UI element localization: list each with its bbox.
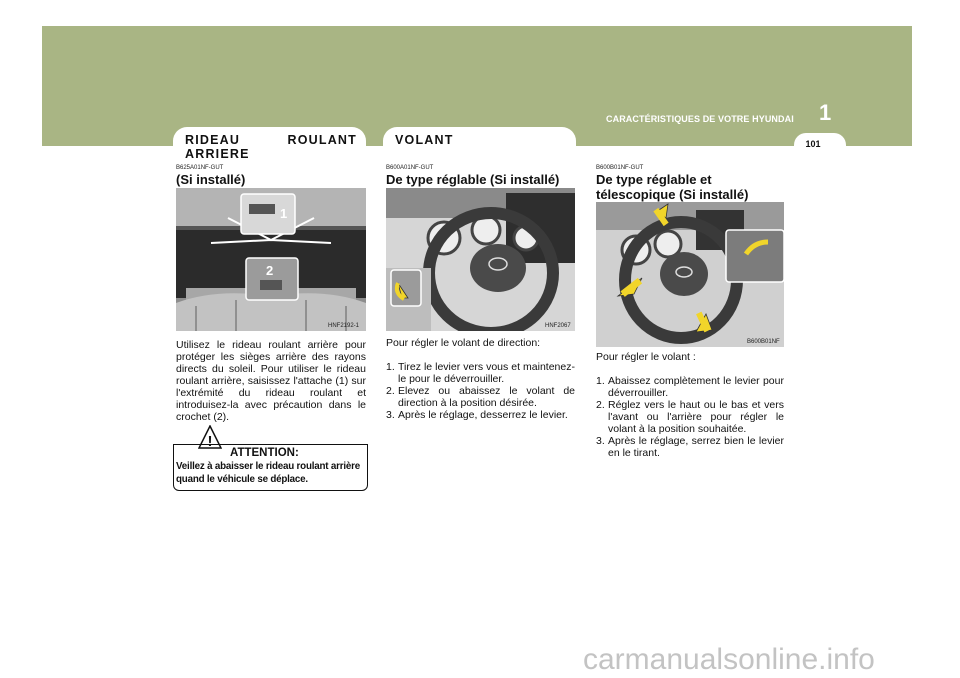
page-number: 101 [805, 139, 821, 149]
section-title-rear-blind: RIDEAU ROULANT ARRIERE [185, 133, 357, 161]
rear-blind-paragraph: Utilisez le rideau roulant arrière pour protéger les sièges arrière des rayons directs du soleil. Pour utiliser le rideau roulant arrière, saisissez l'attache (1) sur l'extrémité du rideau roulant et introduisez-la avec précaution dans le crochet (2). [176, 339, 366, 423]
image-label-1: 1 [280, 206, 288, 221]
rear-blind-photo [176, 188, 366, 331]
step-item: 1. Abaissez complètement le levier pour déverrouiller. [596, 375, 784, 399]
step-item: 3. Après le réglage, desserrez le levier. [386, 409, 568, 421]
chapter-title: CARACTÉRISTIQUES DE VOTRE HYUNDAI [606, 114, 794, 124]
section-code: B600B01NF-GUT [596, 165, 644, 171]
warning-symbol: ! [207, 433, 213, 449]
section-heading: De type réglable (Si installé) [386, 172, 560, 187]
steering-steps [386, 361, 575, 421]
step-item: 2. Elevez ou abaissez le volant de direction à la position désirée. [386, 385, 575, 409]
section-code: B625A01NF-GUT [176, 165, 224, 171]
watermark: carmanualsonline.info [583, 643, 875, 676]
section-title-steering: VOLANT [395, 133, 454, 147]
chapter-number: 1 [819, 100, 832, 125]
section-code: B600A01NF-GUT [386, 165, 434, 171]
image-code: HNF2192-1 [328, 323, 360, 329]
section-heading: De type réglable et télescopique (Si installé) [596, 172, 749, 202]
step-item: 1. Tirez le levier vers vous et maintenez-le pour le déverrouiller. [386, 361, 575, 385]
image-label-2: 2 [266, 263, 274, 278]
image-code: B600B01NF [747, 339, 780, 345]
telescopic-steps [596, 375, 784, 459]
step-item: 3. Après le réglage, serrez bien le levier en le tirant. [596, 435, 784, 459]
image-code: HNF2067 [545, 323, 571, 329]
telescopic-steering-photo [596, 202, 784, 347]
steering-intro: Pour régler le volant de direction: [386, 337, 541, 349]
warning-text: Veillez à abaisser le rideau roulant arrière quand le véhicule se déplace. [176, 461, 360, 485]
warning-title: ATTENTION: [230, 447, 299, 459]
steering-wheel-photo [386, 188, 575, 331]
section-heading: (Si installé) [176, 172, 246, 187]
step-item: 2. Réglez vers le haut ou le bas et vers l'avant ou l'arrière pour régler le volant à la position souhaitée. [596, 399, 784, 435]
telescopic-intro: Pour régler le volant : [596, 351, 696, 363]
